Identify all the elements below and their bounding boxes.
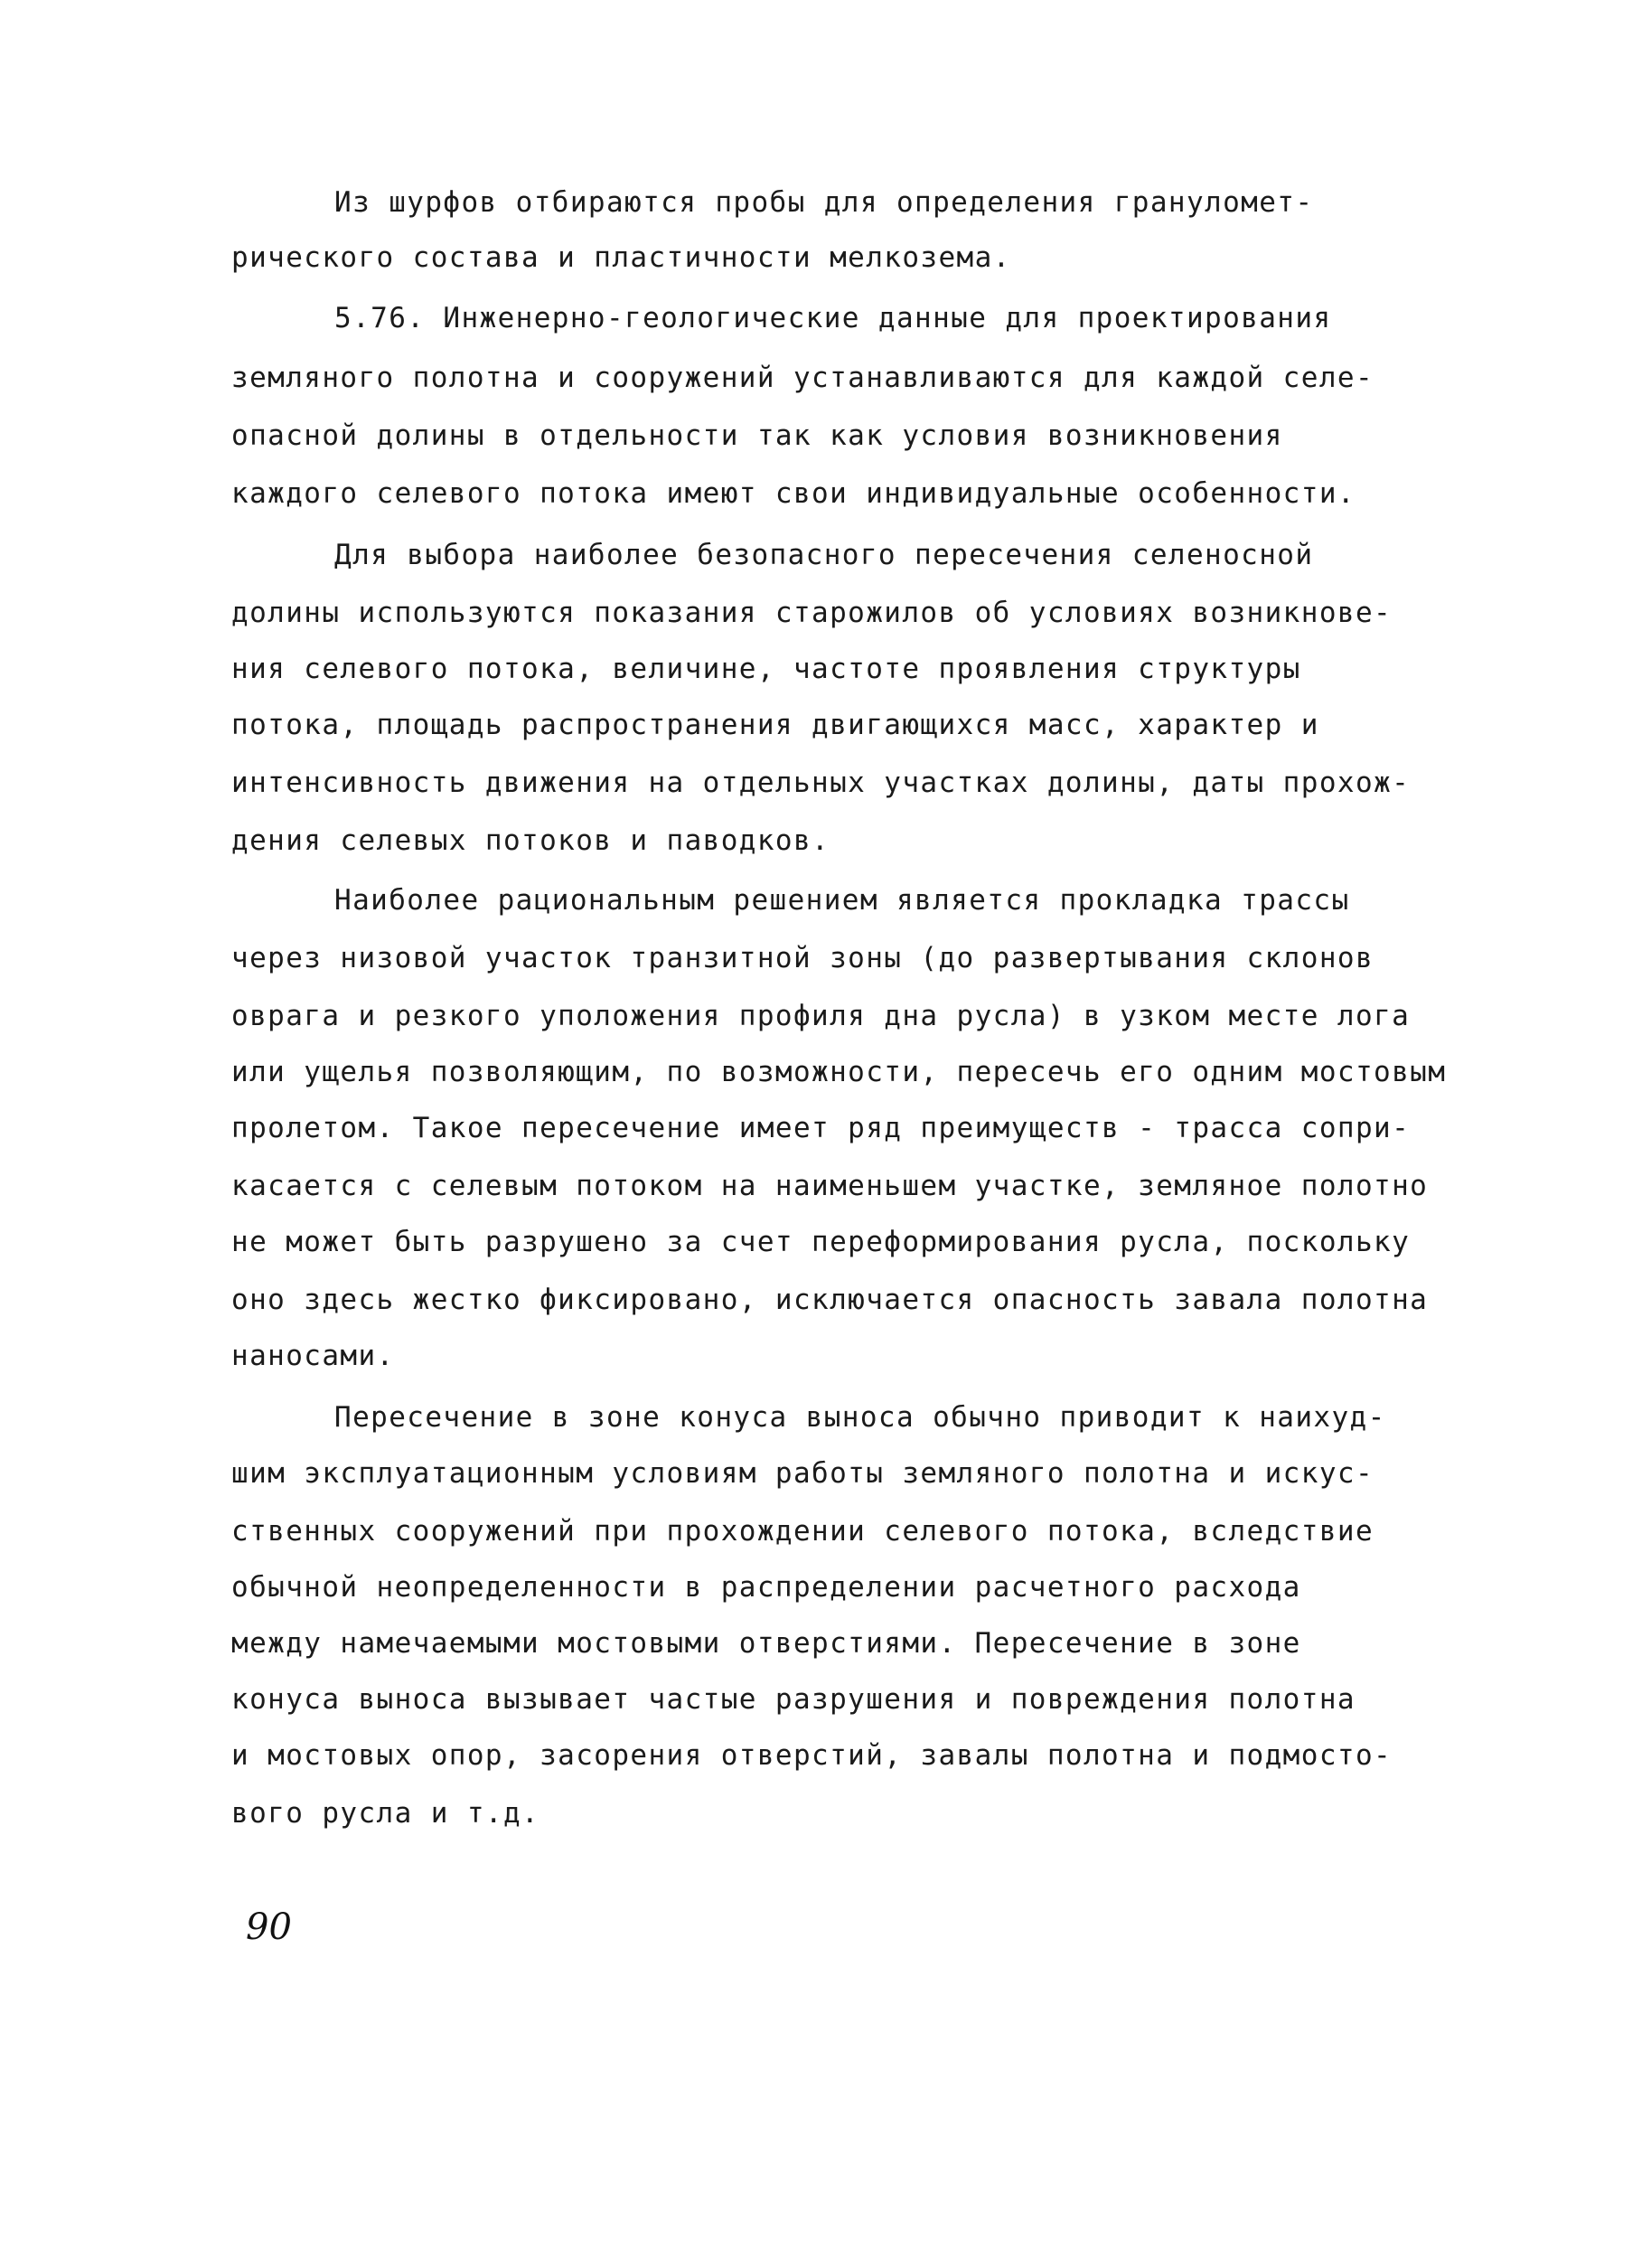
text-line: не может быть разрушено за счет переформирования русла, поскольку (231, 1226, 1411, 1258)
text-line: наносами. (231, 1340, 395, 1372)
text-line: Для выбора наиболее безопасного пересечения селеносной (334, 539, 1314, 571)
text-line: Наиболее рациональным решением является прокладка трассы (334, 884, 1350, 917)
text-line: дения селевых потоков и паводков. (231, 824, 830, 857)
text-line: касается с селевым потоком на наименьшем участке, земляное полотно (231, 1170, 1429, 1202)
text-line: интенсивность движения на отдельных участках долины, даты прохож- (231, 767, 1411, 799)
text-line: или ущелья позволяющим, по возможности, пересечь его одним мостовым (231, 1056, 1447, 1088)
text-line: оно здесь жестко фиксировано, исключается опасность завала полотна (231, 1284, 1429, 1316)
text-line: каждого селевого потока имеют свои индивидуальные особенности. (231, 477, 1356, 510)
text-line: ния селевого потока, величине, частоте проявления структуры (231, 653, 1301, 685)
page-number: 90 (246, 1906, 292, 1948)
text-line: земляного полотна и сооружений устанавливаются для каждой селе- (231, 362, 1375, 394)
text-line: пролетом. Такое пересечение имеет ряд преимуществ - трасса сопри- (231, 1112, 1411, 1144)
text-line: 5.76. Инженерно-геологические данные для проектирования (334, 302, 1332, 334)
text-line: долины используются показания старожилов об условиях возникнове- (231, 597, 1393, 629)
text-line: через низовой участок транзитной зоны (до развертывания склонов (231, 942, 1375, 974)
text-line: оврага и резкого уположения профиля дна русла) в узком месте лога (231, 1000, 1411, 1032)
text-line: рического состава и пластичности мелкозема. (231, 241, 1011, 274)
text-line: обычной неопределенности в распределении расчетного расхода (231, 1571, 1301, 1604)
text-line: между намечаемыми мостовыми отверстиями. Пересечение в зоне (231, 1627, 1301, 1660)
text-line: Из шурфов отбираются пробы для определения грануломет- (334, 186, 1314, 219)
text-line: вого русла и т.д. (231, 1797, 540, 1830)
text-line: и мостовых опор, засорения отверстий, завалы полотна и подмосто- (231, 1739, 1393, 1772)
text-line: потока, площадь распространения двигающихся масс, характер и (231, 709, 1319, 741)
text-line: конуса выноса вызывает частые разрушения и повреждения полотна (231, 1683, 1356, 1716)
text-line: Пересечение в зоне конуса выноса обычно приводит к наихуд- (334, 1401, 1386, 1434)
text-line: шим эксплуатационным условиям работы земляного полотна и искус- (231, 1457, 1375, 1490)
text-line: ственных сооружений при прохождении селевого потока, вследствие (231, 1515, 1375, 1548)
text-line: опасной долины в отдельности так как условия возникновения (231, 419, 1283, 452)
